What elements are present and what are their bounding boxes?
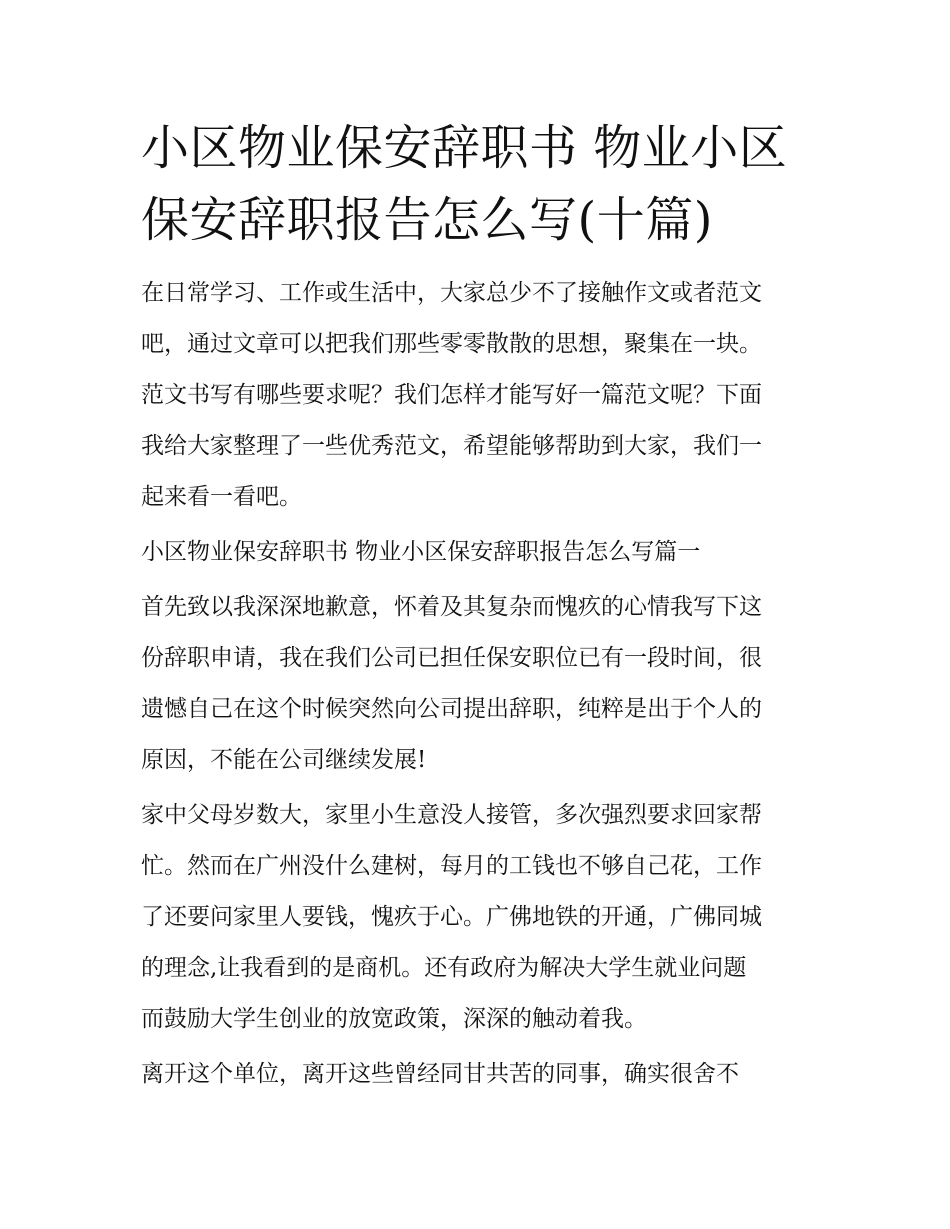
text-line: 而鼓励大学生创业的放宽政策，深深的触动着我。 bbox=[141, 1006, 647, 1032]
title-line: 小区物业保安辞职书 物业小区 bbox=[141, 120, 788, 176]
text-line: 起来看一看吧。 bbox=[141, 484, 302, 510]
text-line: 范文书写有哪些要求呢？我们怎样才能写好一篇范文呢？下面 bbox=[141, 382, 762, 408]
text-line: 的理念,让我看到的是商机。还有政府为解决大学生就业问题 bbox=[141, 955, 747, 981]
text-line: 离开这个单位，离开这些曾经同甘共苦的同事，确实很舍不 bbox=[141, 1061, 739, 1087]
text-line: 了还要问家里人要钱，愧疚于心。广佛地铁的开通，广佛同城 bbox=[141, 904, 762, 930]
document-body bbox=[141, 112, 813, 1104]
body-paragraph bbox=[141, 1049, 813, 1100]
body-paragraph bbox=[141, 790, 813, 1045]
text-line: 我给大家整理了一些优秀范文，希望能够帮助到大家，我们一 bbox=[141, 433, 762, 459]
text-line: 小区物业保安辞职书 物业小区保安辞职报告怎么写篇一 bbox=[141, 539, 701, 565]
text-line: 遗憾自己在这个时候突然向公司提出辞职，纯粹是出于个人的 bbox=[141, 696, 762, 722]
text-line: 首先致以我深深地歉意，怀着及其复杂而愧疚的心情我写下这 bbox=[141, 594, 762, 620]
text-line: 在日常学习、工作或生活中，大家总少不了接触作文或者范文 bbox=[141, 280, 762, 306]
text-line: 忙。然而在广州没什么建树，每月的工钱也不够自己花，工作 bbox=[141, 853, 762, 879]
text-line: 份辞职申请，我在我们公司已担任保安职位已有一段时间，很 bbox=[141, 645, 762, 671]
body-paragraph bbox=[141, 582, 813, 786]
text-line: 原因，不能在公司继续发展! bbox=[141, 747, 427, 773]
text-line: 家中父母岁数大，家里小生意没人接管，多次强烈要求回家帮 bbox=[141, 802, 762, 828]
title-line: 保安辞职报告怎么写(十篇) bbox=[141, 192, 713, 248]
intro-paragraph bbox=[141, 268, 813, 523]
text-line: 吧，通过文章可以把我们那些零零散散的思想，聚集在一块。 bbox=[141, 331, 762, 357]
document-title bbox=[141, 112, 813, 256]
section-heading bbox=[141, 527, 813, 578]
